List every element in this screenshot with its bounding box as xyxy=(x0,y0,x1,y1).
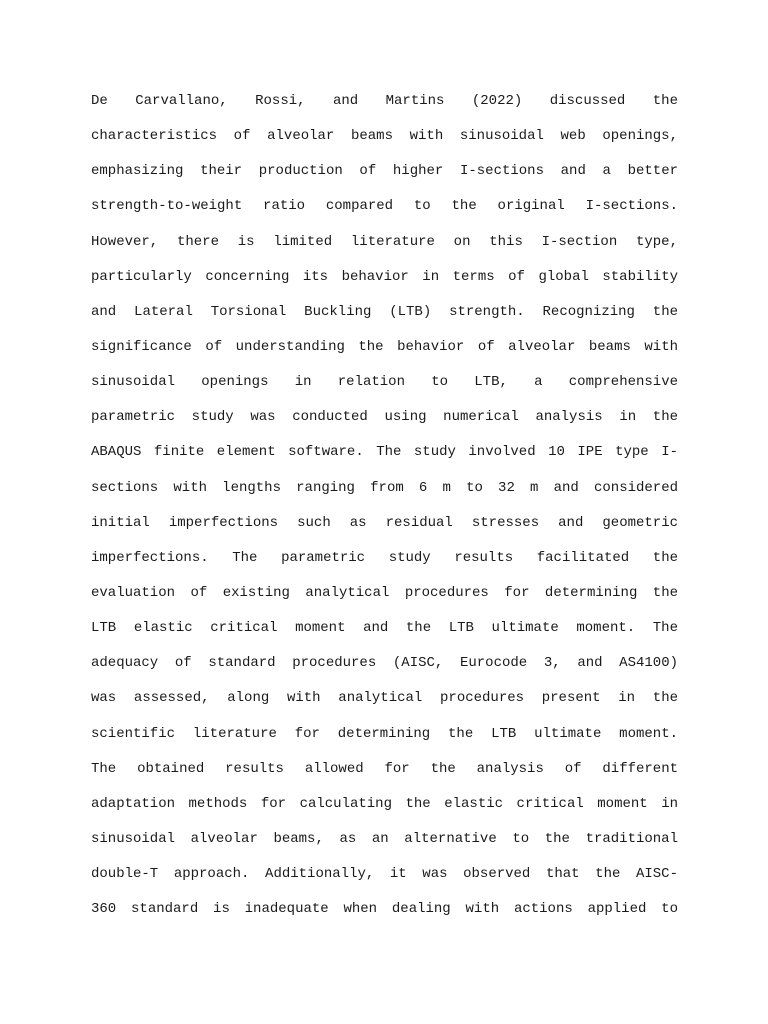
text-line: parametric study was conducted using numerical analysis in the xyxy=(91,409,678,426)
text-line: imperfections. The parametric study results facilitated the xyxy=(91,549,678,566)
text-line: scientific literature for determining the LTB ultimate moment. xyxy=(91,725,678,742)
text-line: sinusoidal openings in relation to LTB, a comprehensive xyxy=(91,374,678,391)
text-line: was assessed, along with analytical procedures present in the xyxy=(91,690,678,707)
text-line: characteristics of alveolar beams with sinusoidal web openings, xyxy=(91,128,678,145)
text-line: ABAQUS finite element software. The study involved 10 IPE type I- xyxy=(91,444,678,461)
text-line: emphasizing their production of higher I-sections and a better xyxy=(91,163,678,180)
text-line: sections with lengths ranging from 6 m to 32 m and considered xyxy=(91,479,678,496)
text-line: strength-to-weight ratio compared to the original I-sections. xyxy=(91,198,678,215)
text-line: The obtained results allowed for the analysis of different xyxy=(91,760,678,777)
text-line: LTB elastic critical moment and the LTB ultimate moment. The xyxy=(91,620,678,637)
text-line: particularly concerning its behavior in terms of global stability xyxy=(91,268,678,285)
text-line: adequacy of standard procedures (AISC, Eurocode 3, and AS4100) xyxy=(91,655,678,672)
text-line: adaptation methods for calculating the elastic critical moment in xyxy=(91,795,678,812)
text-line: 360 standard is inadequate when dealing with actions applied to xyxy=(91,901,678,918)
text-line: initial imperfections such as residual stresses and geometric xyxy=(91,514,678,531)
text-line: sinusoidal alveolar beams, as an alternative to the traditional xyxy=(91,830,678,847)
body-paragraph xyxy=(91,90,678,933)
text-line: and Lateral Torsional Buckling (LTB) strength. Recognizing the xyxy=(91,303,678,320)
text-line: However, there is limited literature on this I-section type, xyxy=(91,233,678,250)
text-line: significance of understanding the behavior of alveolar beams with xyxy=(91,338,678,355)
text-line: evaluation of existing analytical procedures for determining the xyxy=(91,584,678,601)
text-line: double-T approach. Additionally, it was observed that the AISC- xyxy=(91,866,678,883)
text-line: De Carvallano, Rossi, and Martins (2022) discussed the xyxy=(91,93,678,109)
